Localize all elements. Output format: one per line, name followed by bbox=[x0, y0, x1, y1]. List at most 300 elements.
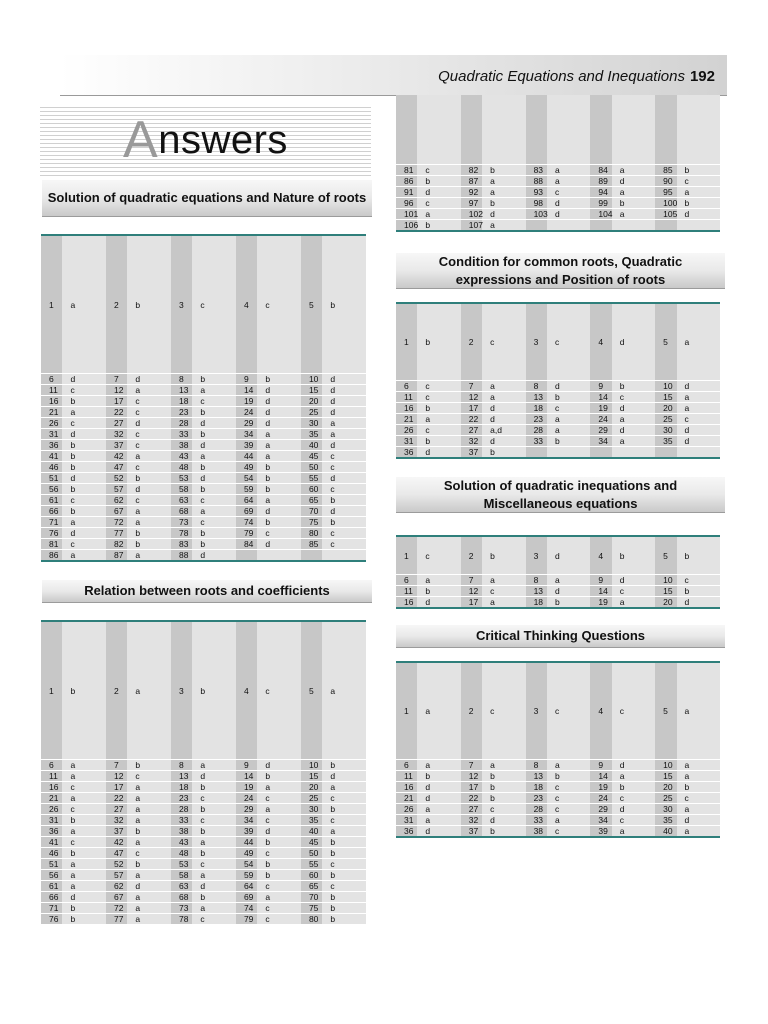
answer-option: d bbox=[417, 793, 460, 804]
question-number: 13 bbox=[526, 586, 547, 597]
question-number: 40 bbox=[655, 826, 676, 838]
answer-option: a bbox=[257, 495, 301, 506]
question-number: 56 bbox=[41, 484, 62, 495]
answer-option: d bbox=[322, 506, 366, 517]
answer-option: c bbox=[677, 414, 721, 425]
section-heading-nature-of-roots: Solution of quadratic equations and Nature of roots bbox=[42, 180, 372, 217]
question-number: 8 bbox=[171, 374, 192, 385]
answer-option: c bbox=[192, 815, 236, 826]
answer-option bbox=[612, 447, 655, 459]
page-number: 192 bbox=[689, 68, 715, 85]
table-row bbox=[396, 662, 720, 760]
answer-option: b bbox=[257, 517, 301, 528]
answers-title-initial: A bbox=[123, 111, 159, 169]
question-number: 85 bbox=[655, 165, 676, 176]
answer-option: b bbox=[192, 804, 236, 815]
question-number: 43 bbox=[171, 837, 192, 848]
question-number: 57 bbox=[106, 484, 127, 495]
answer-option: a bbox=[482, 187, 525, 198]
table-row bbox=[396, 826, 720, 838]
section-heading-common-roots: Condition for common roots, Quadratic expressions and Position of roots bbox=[396, 253, 725, 289]
question-number: 60 bbox=[301, 870, 322, 881]
answer-option: c bbox=[417, 198, 460, 209]
answer-option: c bbox=[127, 396, 171, 407]
question-number: 34 bbox=[590, 436, 611, 447]
page-header bbox=[60, 55, 727, 96]
answer-option: b bbox=[192, 539, 236, 550]
answer-option: b bbox=[192, 892, 236, 903]
question-number: 33 bbox=[526, 815, 547, 826]
answer-option: b bbox=[677, 536, 721, 575]
chapter-title bbox=[438, 68, 715, 85]
answer-option: d bbox=[417, 447, 460, 459]
question-number: 4 bbox=[236, 621, 257, 760]
answer-option: d bbox=[127, 374, 171, 385]
question-number: 47 bbox=[106, 848, 127, 859]
answer-option: b bbox=[192, 374, 236, 385]
table-row bbox=[396, 536, 720, 575]
question-number: 18 bbox=[526, 597, 547, 609]
question-number: 21 bbox=[396, 414, 417, 425]
question-number: 50 bbox=[301, 848, 322, 859]
question-number: 29 bbox=[590, 425, 611, 436]
question-number: 52 bbox=[106, 473, 127, 484]
question-number: 75 bbox=[301, 903, 322, 914]
question-number: 25 bbox=[301, 793, 322, 804]
question-number: 40 bbox=[301, 826, 322, 837]
answer-option: d bbox=[677, 425, 721, 436]
question-number: 8 bbox=[171, 760, 192, 771]
question-number: 5 bbox=[655, 536, 676, 575]
answer-option: d bbox=[482, 403, 525, 414]
answer-option: b bbox=[482, 447, 525, 459]
question-number: 3 bbox=[171, 235, 192, 374]
question-number: 17 bbox=[461, 403, 482, 414]
question-number: 27 bbox=[106, 804, 127, 815]
answer-option: b bbox=[322, 495, 366, 506]
answer-option: c bbox=[127, 440, 171, 451]
question-number: 104 bbox=[590, 209, 611, 220]
question-number: 7 bbox=[461, 575, 482, 586]
answer-option: a bbox=[547, 176, 590, 187]
question-number: 58 bbox=[171, 870, 192, 881]
question-number: 101 bbox=[396, 209, 417, 220]
section-heading-critical-thinking: Critical Thinking Questions bbox=[396, 625, 725, 648]
question-number: 76 bbox=[41, 528, 62, 539]
question-number: 12 bbox=[106, 771, 127, 782]
question-number: 61 bbox=[41, 881, 62, 892]
question-number: 83 bbox=[171, 539, 192, 550]
answer-option: b bbox=[127, 235, 171, 374]
answer-option: b bbox=[192, 484, 236, 495]
question-number: 46 bbox=[41, 848, 62, 859]
question-number: 70 bbox=[301, 506, 322, 517]
table-row bbox=[41, 418, 366, 429]
question-number: 53 bbox=[171, 473, 192, 484]
table-row bbox=[41, 396, 366, 407]
answer-option: d bbox=[192, 771, 236, 782]
answer-option: c bbox=[192, 396, 236, 407]
table-row bbox=[41, 881, 366, 892]
question-number: 76 bbox=[41, 914, 62, 925]
answer-option: b bbox=[62, 440, 106, 451]
answer-option: b bbox=[482, 826, 525, 838]
answer-option: d bbox=[322, 771, 366, 782]
answer-option: d bbox=[322, 407, 366, 418]
answer-option: d bbox=[127, 881, 171, 892]
answer-option: a bbox=[192, 760, 236, 771]
question-number: 18 bbox=[526, 403, 547, 414]
answer-option: c bbox=[192, 495, 236, 506]
question-number: 15 bbox=[655, 771, 676, 782]
question-number: 67 bbox=[106, 506, 127, 517]
question-number: 78 bbox=[171, 528, 192, 539]
answer-option: a,d bbox=[482, 425, 525, 436]
answer-option: c bbox=[417, 392, 460, 403]
question-number: 60 bbox=[301, 484, 322, 495]
answer-option: c bbox=[677, 575, 721, 586]
table-row bbox=[396, 303, 720, 381]
question-number: 42 bbox=[106, 451, 127, 462]
answer-option: c bbox=[322, 451, 366, 462]
question-number: 49 bbox=[236, 462, 257, 473]
question-number: 31 bbox=[41, 429, 62, 440]
question-number: 37 bbox=[461, 826, 482, 838]
answer-option: a bbox=[257, 782, 301, 793]
answer-option: a bbox=[417, 414, 460, 425]
table-row bbox=[396, 414, 720, 425]
answer-option: c bbox=[62, 495, 106, 506]
answer-option bbox=[322, 550, 366, 562]
question-number: 35 bbox=[301, 429, 322, 440]
answer-option: a bbox=[257, 451, 301, 462]
question-number: 8 bbox=[526, 575, 547, 586]
question-number: 38 bbox=[171, 826, 192, 837]
question-number: 73 bbox=[171, 517, 192, 528]
answer-option bbox=[482, 95, 525, 165]
table-row bbox=[396, 165, 720, 176]
answer-option: b bbox=[192, 407, 236, 418]
answer-option: d bbox=[677, 815, 721, 826]
question-number: 9 bbox=[590, 381, 611, 392]
answer-option: c bbox=[322, 881, 366, 892]
question-number: 93 bbox=[526, 187, 547, 198]
table-row bbox=[396, 597, 720, 609]
answer-option: a bbox=[677, 403, 721, 414]
answer-option: b bbox=[677, 782, 721, 793]
answer-option: d bbox=[612, 303, 655, 381]
question-number: 81 bbox=[41, 539, 62, 550]
question-number: 56 bbox=[41, 870, 62, 881]
question-number: 6 bbox=[396, 760, 417, 771]
question-number: 26 bbox=[396, 804, 417, 815]
answer-option: d bbox=[612, 760, 655, 771]
answer-option: c bbox=[547, 793, 590, 804]
answer-option: a bbox=[127, 782, 171, 793]
question-number bbox=[590, 220, 611, 232]
answers-title bbox=[40, 104, 371, 176]
question-number: 27 bbox=[461, 804, 482, 815]
section-heading-relation-roots-coefficients: Relation between roots and coefficients bbox=[42, 580, 372, 603]
answer-table-critical-thinking bbox=[396, 661, 720, 838]
question-number: 22 bbox=[461, 414, 482, 425]
question-number: 24 bbox=[590, 414, 611, 425]
question-number: 59 bbox=[236, 484, 257, 495]
question-number: 8 bbox=[526, 381, 547, 392]
table-row bbox=[41, 550, 366, 562]
answer-option: b bbox=[482, 793, 525, 804]
answer-option: c bbox=[322, 793, 366, 804]
answer-option: d bbox=[257, 385, 301, 396]
answer-option: d bbox=[482, 414, 525, 425]
question-number: 38 bbox=[526, 826, 547, 838]
table-row bbox=[396, 176, 720, 187]
question-number: 35 bbox=[301, 815, 322, 826]
question-number: 4 bbox=[590, 536, 611, 575]
question-number: 41 bbox=[41, 451, 62, 462]
answer-option: c bbox=[482, 303, 525, 381]
answer-option: a bbox=[547, 760, 590, 771]
question-number: 66 bbox=[41, 506, 62, 517]
answer-option: c bbox=[127, 848, 171, 859]
question-number: 36 bbox=[41, 826, 62, 837]
answer-option: b bbox=[417, 176, 460, 187]
question-number: 14 bbox=[590, 586, 611, 597]
question-number: 29 bbox=[236, 418, 257, 429]
question-number: 5 bbox=[655, 662, 676, 760]
question-number: 19 bbox=[236, 782, 257, 793]
answer-option: c bbox=[257, 848, 301, 859]
question-number: 7 bbox=[106, 374, 127, 385]
answer-option: c bbox=[612, 793, 655, 804]
question-number: 80 bbox=[301, 914, 322, 925]
table-row bbox=[396, 771, 720, 782]
answer-option: c bbox=[417, 536, 460, 575]
table-row bbox=[396, 95, 720, 165]
question-number: 66 bbox=[41, 892, 62, 903]
question-number: 91 bbox=[396, 187, 417, 198]
question-number: 31 bbox=[41, 815, 62, 826]
answer-option: d bbox=[127, 484, 171, 495]
answer-option bbox=[417, 95, 460, 165]
question-number: 17 bbox=[461, 782, 482, 793]
question-number: 14 bbox=[236, 385, 257, 396]
table-row bbox=[41, 804, 366, 815]
answer-option: c bbox=[677, 176, 721, 187]
answer-option: a bbox=[192, 385, 236, 396]
question-number: 90 bbox=[655, 176, 676, 187]
answer-option: d bbox=[62, 473, 106, 484]
question-number: 2 bbox=[461, 536, 482, 575]
question-number: 16 bbox=[396, 782, 417, 793]
table-row bbox=[41, 848, 366, 859]
answer-option: a bbox=[547, 815, 590, 826]
answer-table-common-roots bbox=[396, 302, 720, 459]
question-number: 105 bbox=[655, 209, 676, 220]
answer-option: b bbox=[417, 771, 460, 782]
answer-option: d bbox=[547, 586, 590, 597]
table-row bbox=[41, 859, 366, 870]
answer-option: d bbox=[677, 597, 721, 609]
answer-option: b bbox=[322, 235, 366, 374]
question-number: 55 bbox=[301, 859, 322, 870]
question-number: 83 bbox=[526, 165, 547, 176]
question-number: 16 bbox=[41, 782, 62, 793]
answer-option: c bbox=[257, 528, 301, 539]
question-number: 98 bbox=[526, 198, 547, 209]
answer-option: b bbox=[62, 451, 106, 462]
question-number: 33 bbox=[171, 429, 192, 440]
question-number: 63 bbox=[171, 495, 192, 506]
answer-option: a bbox=[127, 793, 171, 804]
question-number: 37 bbox=[106, 440, 127, 451]
question-number: 32 bbox=[106, 815, 127, 826]
question-number: 31 bbox=[396, 815, 417, 826]
table-row bbox=[396, 381, 720, 392]
question-number: 24 bbox=[590, 793, 611, 804]
table-row bbox=[41, 914, 366, 925]
question-number: 15 bbox=[301, 385, 322, 396]
question-number: 6 bbox=[41, 374, 62, 385]
question-number: 23 bbox=[526, 414, 547, 425]
answer-option: b bbox=[417, 586, 460, 597]
answer-option: b bbox=[482, 536, 525, 575]
answer-option: c bbox=[322, 528, 366, 539]
answer-option: a bbox=[62, 826, 106, 837]
answer-option: d bbox=[482, 209, 525, 220]
answer-option: c bbox=[322, 462, 366, 473]
question-number: 10 bbox=[655, 381, 676, 392]
answer-option: b bbox=[677, 586, 721, 597]
question-number: 79 bbox=[236, 914, 257, 925]
answer-option: c bbox=[257, 903, 301, 914]
answer-option: a bbox=[677, 392, 721, 403]
answer-option: d bbox=[677, 381, 721, 392]
question-number: 11 bbox=[396, 392, 417, 403]
answer-option bbox=[677, 447, 721, 459]
answer-option: b bbox=[192, 621, 236, 760]
answer-option: d bbox=[547, 381, 590, 392]
question-number: 87 bbox=[106, 550, 127, 562]
question-number: 59 bbox=[236, 870, 257, 881]
answer-option: b bbox=[62, 815, 106, 826]
question-number: 47 bbox=[106, 462, 127, 473]
answer-option: b bbox=[192, 826, 236, 837]
table-row bbox=[41, 506, 366, 517]
answer-option: a bbox=[127, 506, 171, 517]
question-number: 28 bbox=[171, 418, 192, 429]
question-number: 23 bbox=[171, 793, 192, 804]
answer-option: d bbox=[322, 374, 366, 385]
question-number: 49 bbox=[236, 848, 257, 859]
question-number: 88 bbox=[526, 176, 547, 187]
answer-option: d bbox=[322, 440, 366, 451]
answer-table-nature-of-roots-continued bbox=[396, 95, 720, 232]
question-number: 77 bbox=[106, 914, 127, 925]
answer-option: b bbox=[322, 870, 366, 881]
question-number: 13 bbox=[526, 771, 547, 782]
answer-option: d bbox=[417, 782, 460, 793]
answer-option bbox=[612, 220, 655, 232]
answer-option: a bbox=[677, 760, 721, 771]
answer-option: a bbox=[547, 575, 590, 586]
question-number: 18 bbox=[526, 782, 547, 793]
answer-option: d bbox=[417, 826, 460, 838]
question-number: 9 bbox=[590, 575, 611, 586]
answer-option: a bbox=[547, 414, 590, 425]
answer-option: a bbox=[677, 804, 721, 815]
question-number: 94 bbox=[590, 187, 611, 198]
answer-option: a bbox=[127, 451, 171, 462]
answer-option: c bbox=[482, 662, 525, 760]
answer-option: c bbox=[612, 815, 655, 826]
question-number: 3 bbox=[171, 621, 192, 760]
question-number: 67 bbox=[106, 892, 127, 903]
question-number: 22 bbox=[461, 793, 482, 804]
answer-option: b bbox=[257, 473, 301, 484]
answer-option: d bbox=[192, 550, 236, 562]
answer-option: d bbox=[257, 760, 301, 771]
question-number: 70 bbox=[301, 892, 322, 903]
question-number: 68 bbox=[171, 506, 192, 517]
answer-option: d bbox=[127, 418, 171, 429]
question-number bbox=[461, 95, 482, 165]
answer-option bbox=[677, 220, 721, 232]
question-number: 45 bbox=[301, 451, 322, 462]
answer-option: d bbox=[612, 804, 655, 815]
question-number: 80 bbox=[301, 528, 322, 539]
answer-option: c bbox=[62, 837, 106, 848]
answer-option: a bbox=[482, 760, 525, 771]
answer-option: c bbox=[192, 859, 236, 870]
answer-option: d bbox=[612, 575, 655, 586]
answer-option: c bbox=[62, 539, 106, 550]
answer-option: b bbox=[322, 914, 366, 925]
question-number: 5 bbox=[301, 235, 322, 374]
answer-option: d bbox=[482, 815, 525, 826]
question-number: 99 bbox=[590, 198, 611, 209]
question-number: 39 bbox=[590, 826, 611, 838]
table-row bbox=[41, 539, 366, 550]
answer-option: a bbox=[62, 550, 106, 562]
table-row bbox=[396, 187, 720, 198]
question-number: 4 bbox=[236, 235, 257, 374]
question-number bbox=[396, 95, 417, 165]
question-number: 14 bbox=[590, 392, 611, 403]
table-row bbox=[396, 793, 720, 804]
table-row bbox=[41, 440, 366, 451]
question-number: 54 bbox=[236, 473, 257, 484]
answer-option: b bbox=[482, 198, 525, 209]
answer-option: b bbox=[62, 484, 106, 495]
answer-option: b bbox=[612, 381, 655, 392]
answer-option: b bbox=[192, 848, 236, 859]
answer-option: a bbox=[62, 407, 106, 418]
answer-option: c bbox=[322, 484, 366, 495]
answer-option: d bbox=[257, 539, 301, 550]
question-number: 33 bbox=[526, 436, 547, 447]
question-number: 2 bbox=[106, 621, 127, 760]
answer-option: a bbox=[417, 760, 460, 771]
answer-option: b bbox=[62, 506, 106, 517]
answer-option: d bbox=[677, 209, 721, 220]
question-number bbox=[526, 95, 547, 165]
question-number: 12 bbox=[461, 392, 482, 403]
answer-option: b bbox=[417, 436, 460, 447]
answer-option: c bbox=[62, 385, 106, 396]
answer-option: b bbox=[127, 760, 171, 771]
question-number: 78 bbox=[171, 914, 192, 925]
